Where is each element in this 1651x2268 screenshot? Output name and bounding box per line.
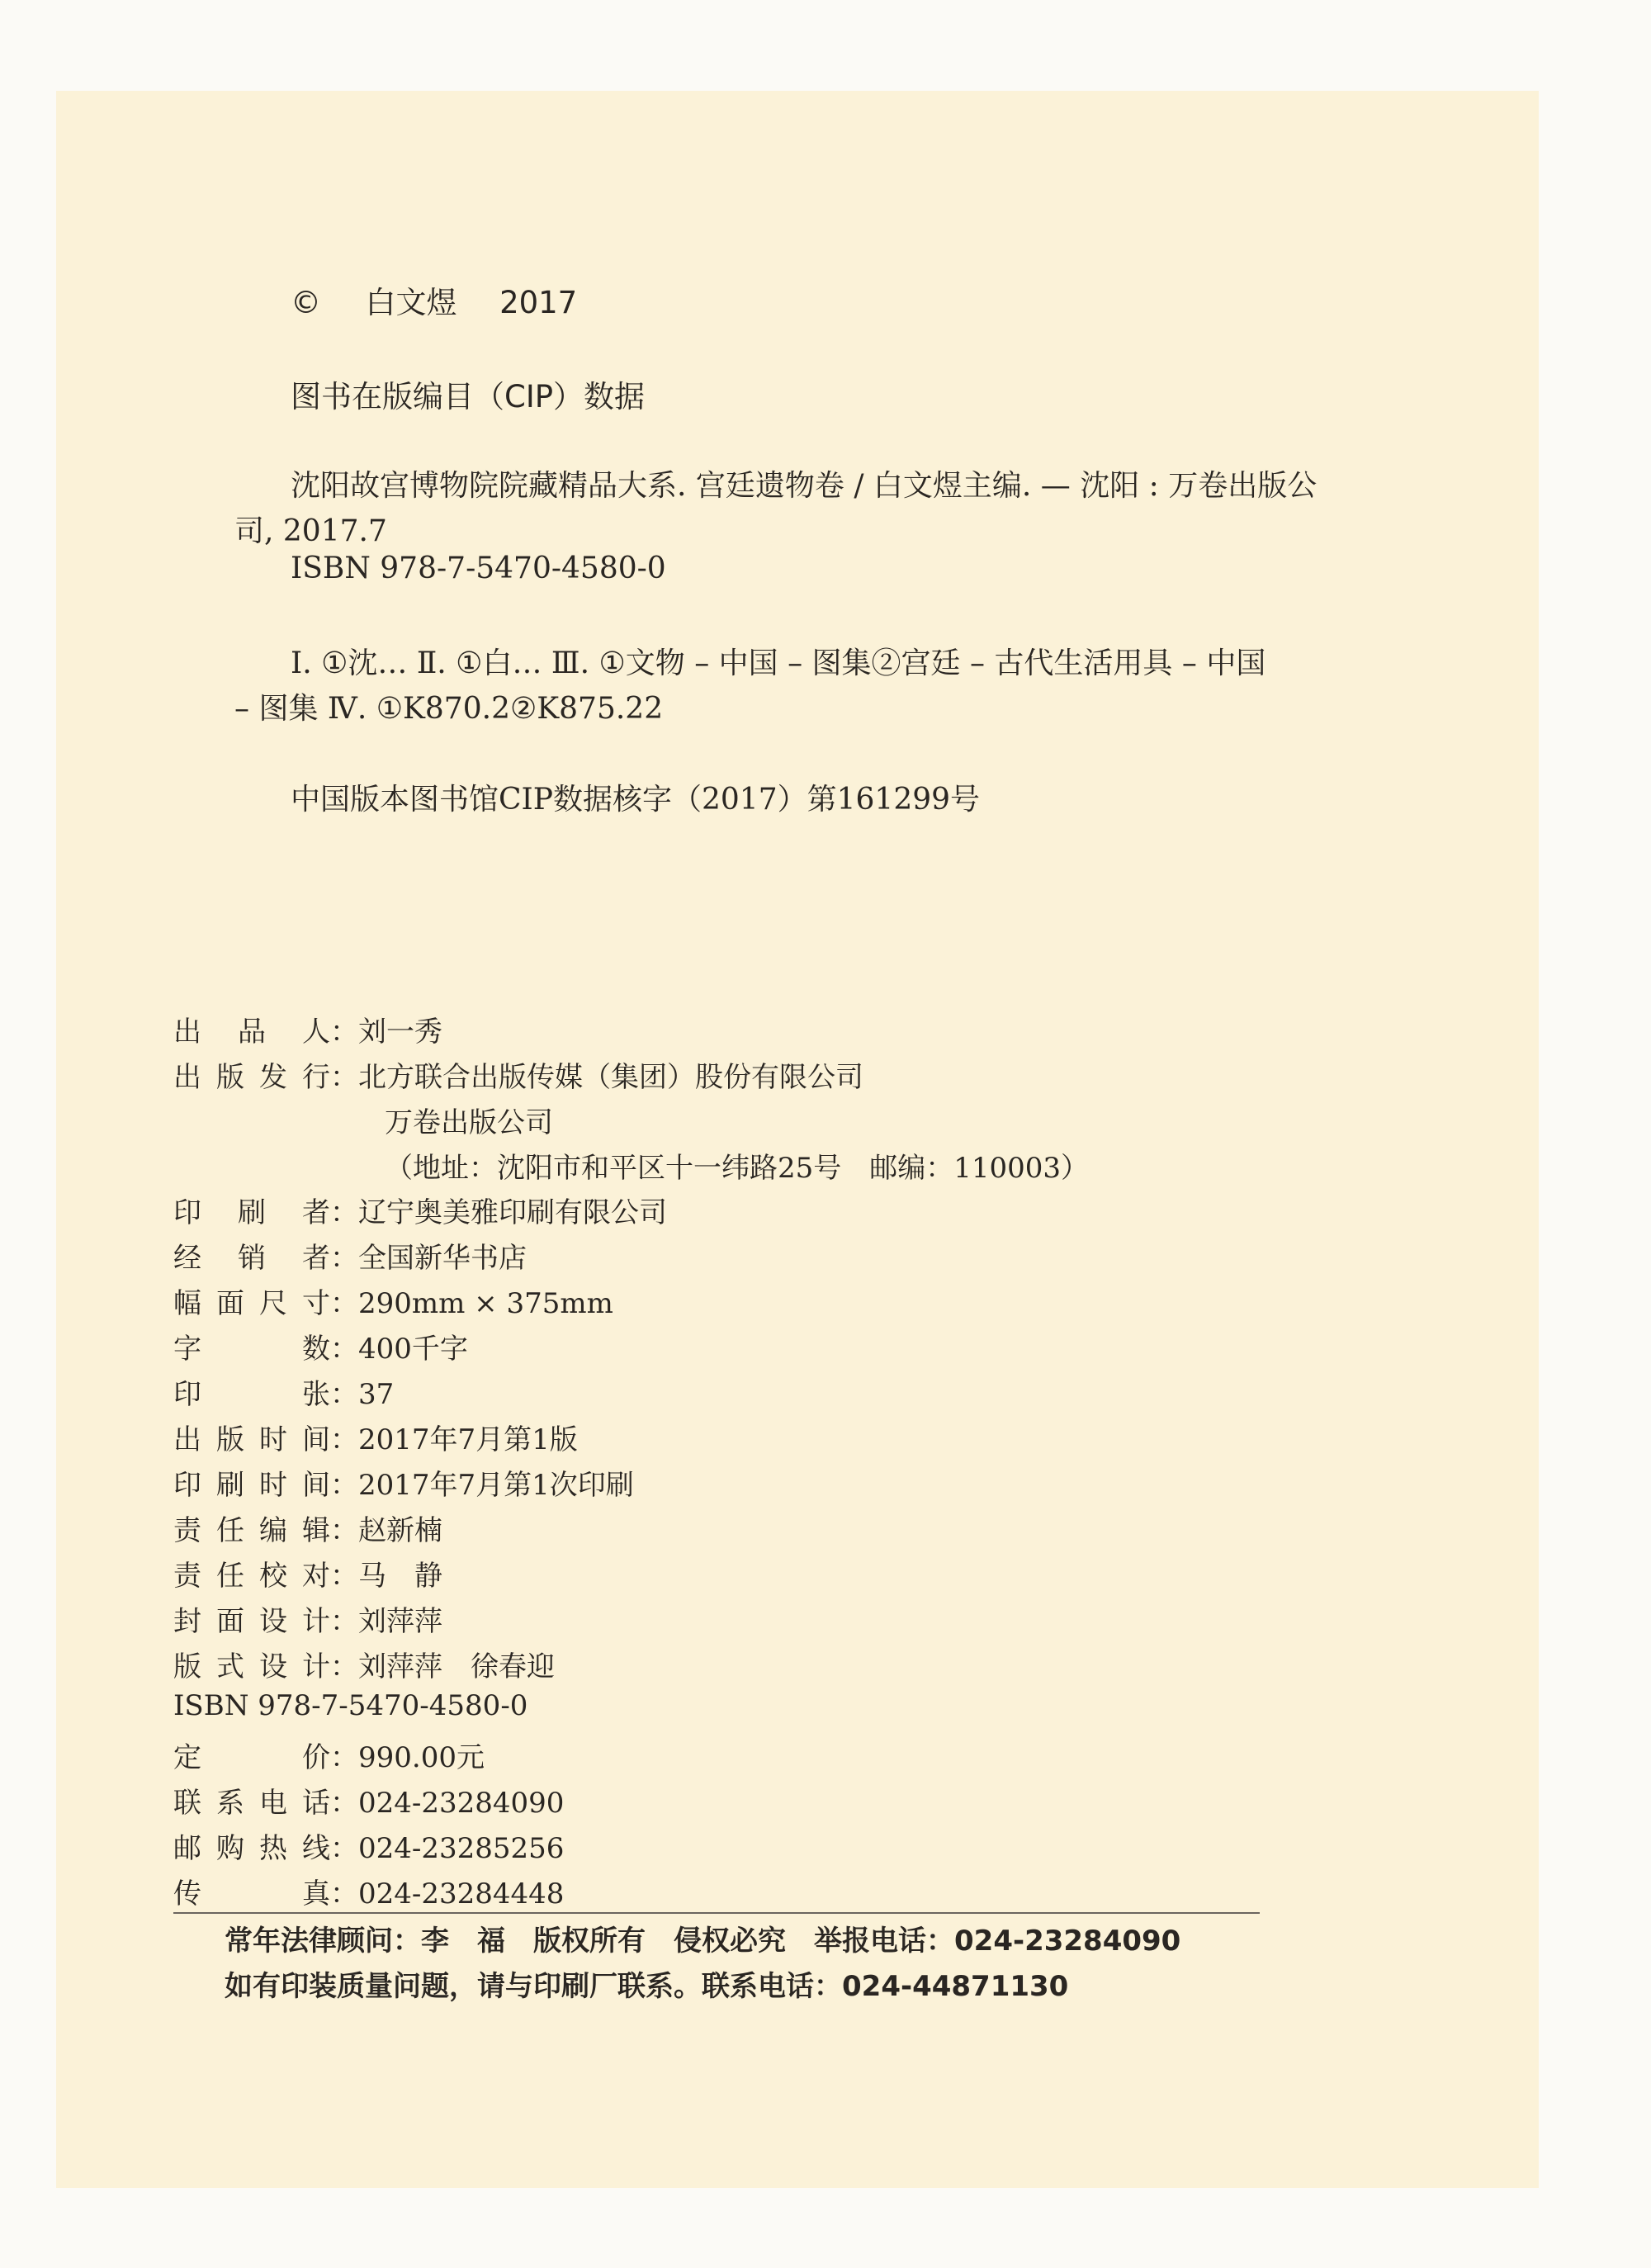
info-value: ISBN 978-7-5470-4580-0 [173,1689,528,1722]
info-value: 024-23285256 [358,1832,565,1865]
info-row-mail-order [173,1825,564,1866]
info-colon: ： [330,1287,358,1320]
info-label: 责任校对 [173,1560,330,1593]
info-label: 印张 [173,1378,330,1411]
info-row-address [385,1145,1089,1186]
cip-heading: 图书在版编目（CIP）数据 [291,379,646,414]
info-value: 990.00元 [358,1741,485,1774]
info-colon: ： [330,1469,358,1502]
info-row-proofreader [173,1553,442,1593]
info-row-publisher [173,1054,863,1095]
info-colon: ： [330,1242,358,1275]
info-colon: ： [330,1650,358,1683]
info-label: 定价 [173,1741,330,1774]
cip-title-line-2: 司, 2017.7 [234,514,387,548]
info-colon: ： [330,1832,358,1865]
info-value: 北方联合出版传媒（集团）股份有限公司 [358,1061,863,1094]
info-label: 出版发行 [173,1061,330,1094]
info-label: 字数 [173,1333,330,1366]
info-row-word-count [173,1326,468,1366]
copyright-holder: 白文煜 [365,285,457,320]
info-label: 印刷时间 [173,1469,330,1502]
info-colon: ： [330,1016,358,1049]
info-row-cover-design [173,1598,442,1639]
cip-classification-line-2: – 图集 Ⅳ. ①K870.2②K875.22 [234,692,664,726]
info-row-fax [173,1871,564,1911]
cip-isbn: ISBN 978-7-5470-4580-0 [291,552,666,585]
copyright-year: 2017 [499,285,578,320]
info-value: 刘萍萍 [358,1605,442,1638]
info-label: 邮购热线 [173,1832,330,1865]
info-label: 出版时间 [173,1423,330,1456]
info-value: 024-23284090 [358,1787,565,1820]
info-row-publish-date [173,1417,578,1457]
info-row-sheets [173,1371,394,1412]
footer-divider [173,1912,1260,1914]
info-row-format [173,1281,613,1321]
footer-quality-line: 如有印装质量问题，请与印刷厂联系。联系电话：024-44871130 [225,1970,1069,2003]
info-colon: ： [330,1378,358,1411]
info-colon: ： [330,1560,358,1593]
info-row-printer [173,1190,667,1230]
info-row-print-date [173,1462,634,1503]
info-label: 联系电话 [173,1787,330,1820]
info-label: 版式设计 [173,1650,330,1683]
info-colon: ： [330,1196,358,1229]
copyright-symbol: © [291,285,321,320]
cip-verification-number: 中国版本图书馆CIP数据核字（2017）第161299号 [291,783,981,817]
info-value: 辽宁奥美雅印刷有限公司 [358,1196,667,1229]
info-row-phone [173,1780,564,1821]
info-colon: ： [330,1061,358,1094]
copyright-line [291,277,577,322]
cip-title-line-1: 沈阳故宫博物院院藏精品大系. 宫廷遗物卷 / 白文煜主编. — 沈阳 : 万卷出版公 [291,469,1317,503]
info-colon: ： [330,1741,358,1774]
info-row-price [173,1735,485,1775]
info-colon: ： [330,1877,358,1911]
info-colon: ： [330,1514,358,1547]
info-colon: ： [330,1605,358,1638]
footer-legal-line: 常年法律顾问：李 福 版权所有 侵权必究 举报电话：024-23284090 [225,1925,1181,1958]
info-value: 290mm × 375mm [358,1287,613,1320]
info-label: 幅面尺寸 [173,1287,330,1320]
info-value: 2017年7月第1版 [358,1423,578,1456]
info-row-layout-design [173,1644,555,1684]
info-value: （地址：沈阳市和平区十一纬路25号 邮编：110003） [385,1152,1090,1185]
info-value: 2017年7月第1次印刷 [358,1469,634,1502]
info-colon: ： [330,1787,358,1820]
info-row-producer [173,1009,442,1049]
info-value: 马 静 [358,1560,442,1593]
info-value: 全国新华书店 [358,1242,527,1275]
info-colon: ： [330,1333,358,1366]
info-label: 封面设计 [173,1605,330,1638]
info-value: 刘一秀 [358,1016,442,1049]
cip-classification-line-1: Ⅰ. ①沈… Ⅱ. ①白… Ⅲ. ①文物 – 中国 – 图集②宫廷 – 古代生活用具 – 中国 [291,646,1266,680]
info-label: 出品人 [173,1016,330,1049]
info-value: 37 [358,1378,395,1411]
info-value: 024-23284448 [358,1877,565,1911]
info-value: 刘萍萍 徐春迎 [358,1650,555,1683]
info-row-editor [173,1508,442,1548]
info-value: 400千字 [358,1333,468,1366]
info-label: 印刷者 [173,1196,330,1229]
info-value: 万卷出版公司 [385,1106,553,1139]
info-label: 经销者 [173,1242,330,1275]
info-label: 责任编辑 [173,1514,330,1547]
info-row-publisher-2 [385,1100,553,1140]
info-label: 传真 [173,1877,330,1911]
info-value: 赵新楠 [358,1514,442,1547]
info-colon: ： [330,1423,358,1456]
info-row-distributor [173,1235,527,1276]
info-row-isbn [173,1689,527,1722]
